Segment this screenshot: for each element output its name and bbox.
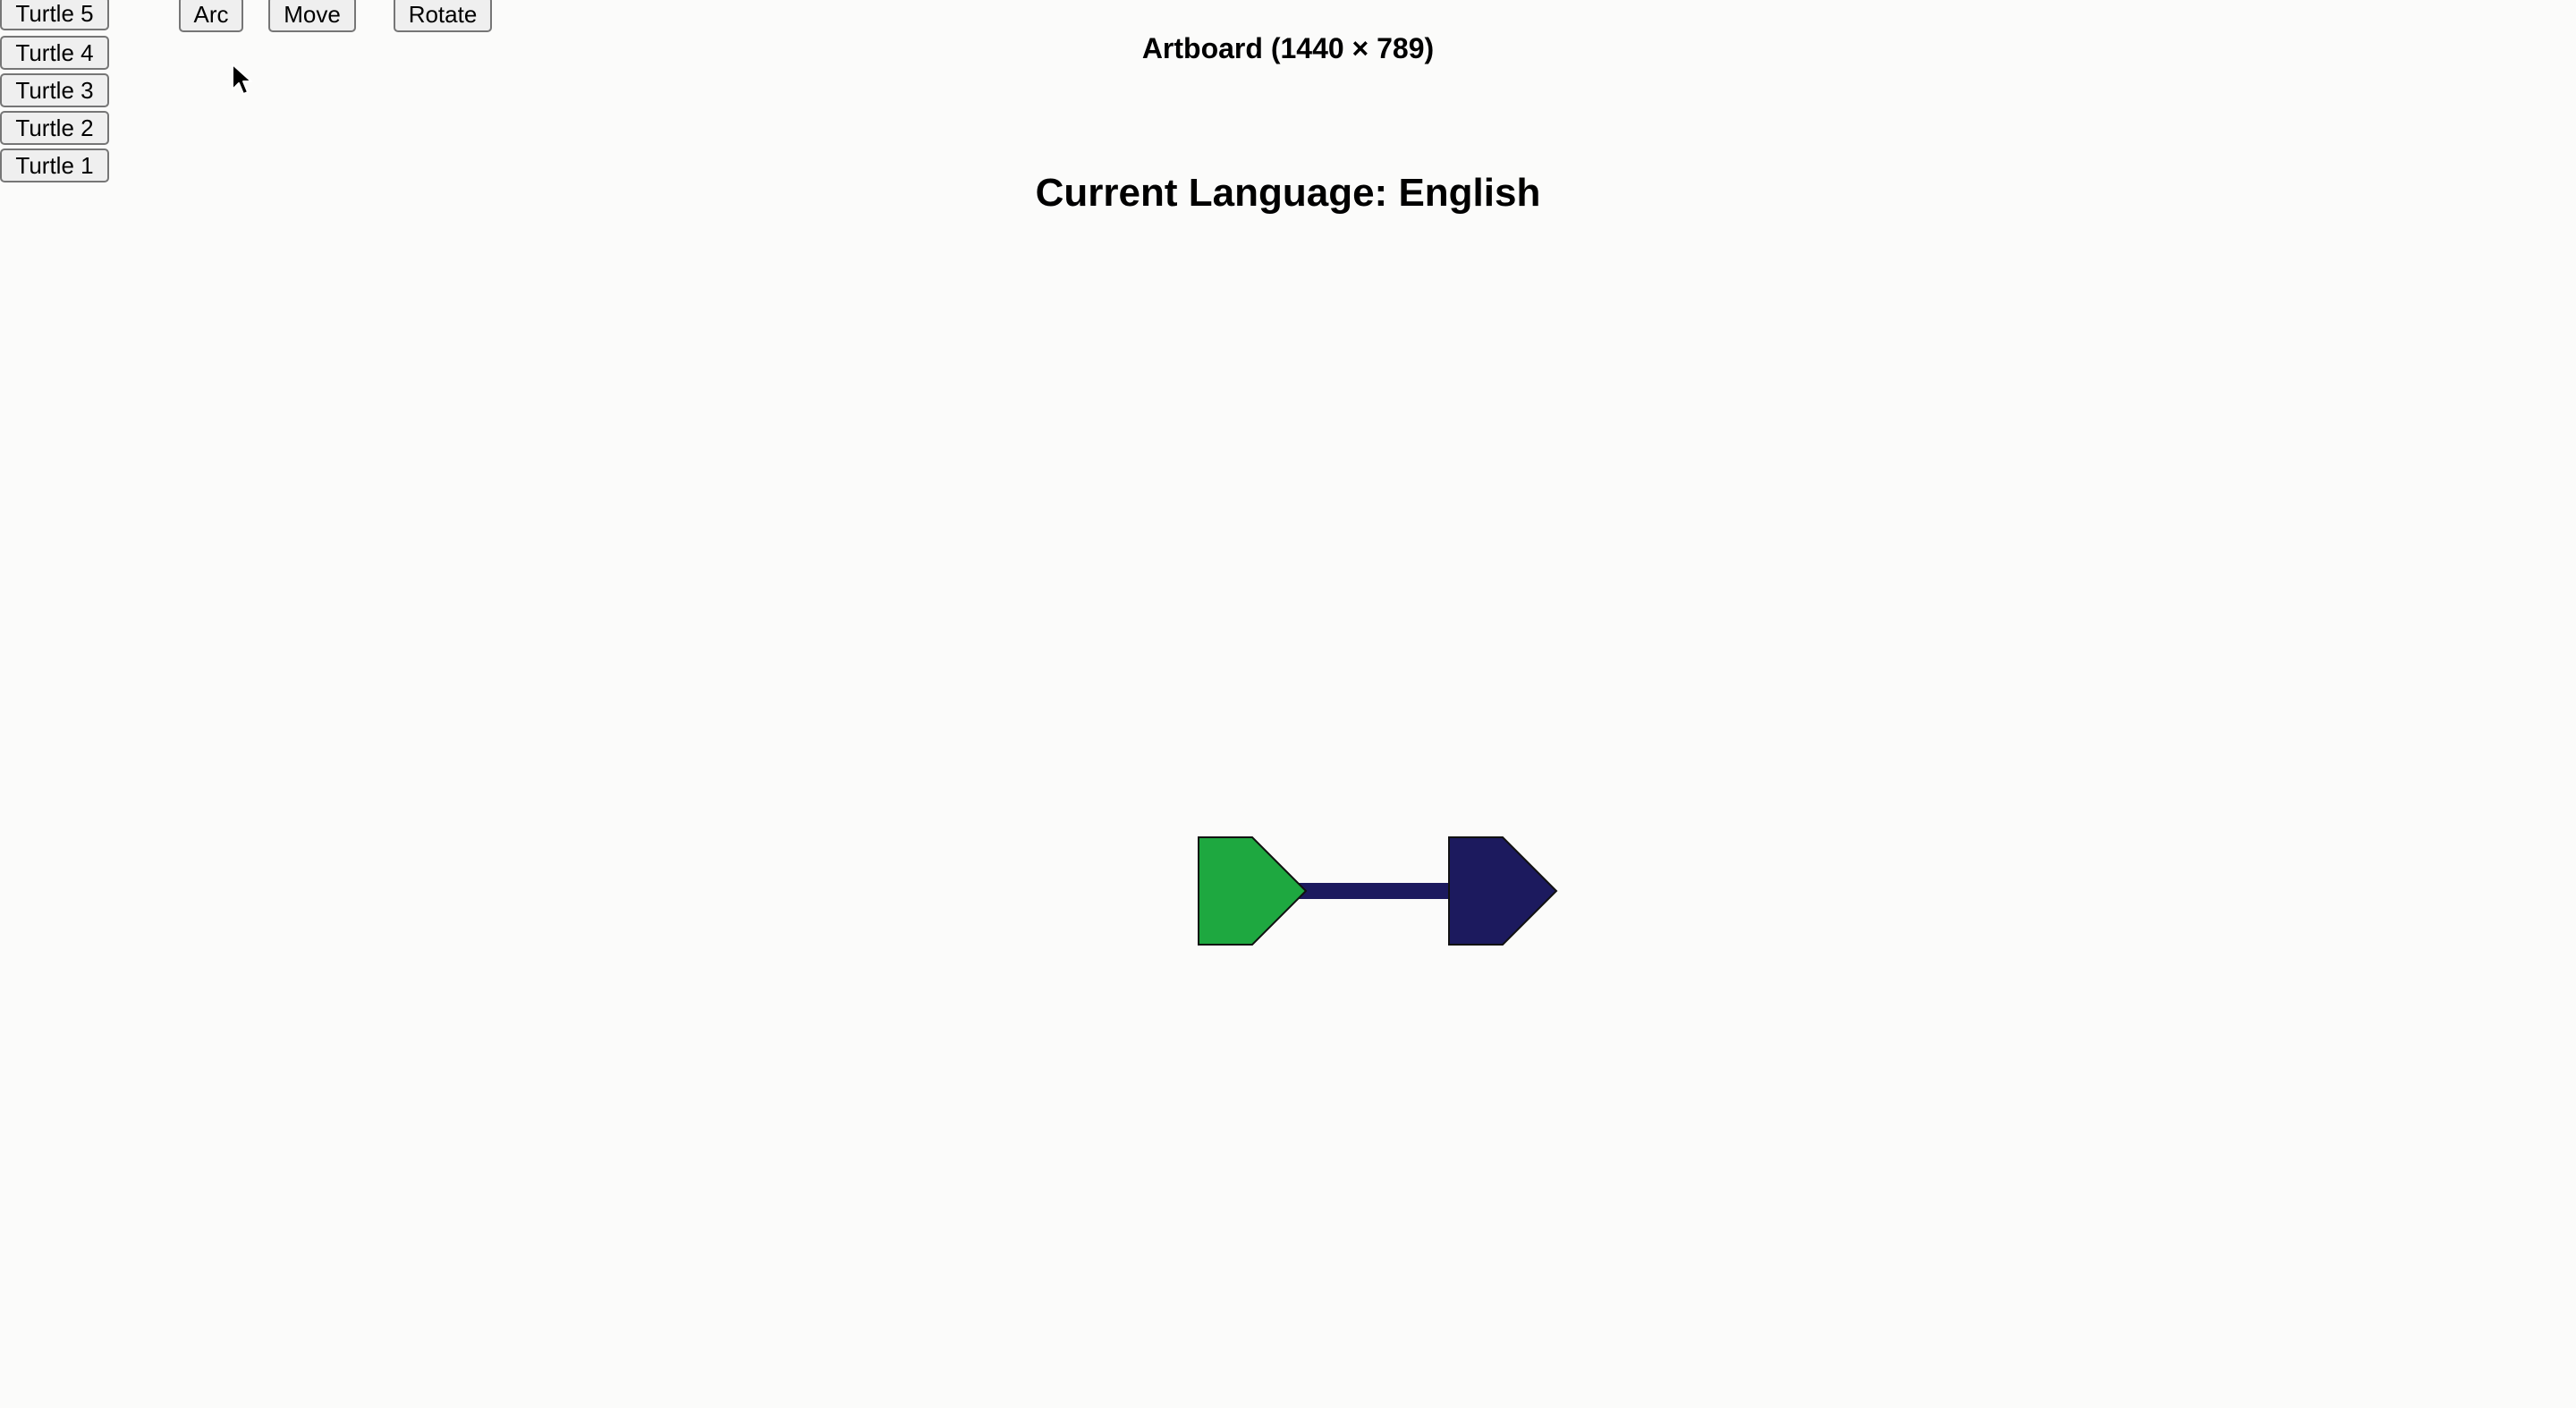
move-button[interactable]: Move (268, 0, 356, 32)
turtle-3-button[interactable]: Turtle 3 (0, 73, 109, 107)
artboard-title: Artboard (1440 × 789) (1141, 32, 1435, 64)
arc-button[interactable]: Arc (179, 0, 243, 32)
navy-turtle-icon[interactable] (1449, 837, 1556, 945)
turtle-4-button[interactable]: Turtle 4 (0, 36, 109, 70)
green-turtle-icon[interactable] (1199, 837, 1306, 945)
rotate-button[interactable]: Rotate (394, 0, 492, 32)
turtle-1-button[interactable]: Turtle 1 (0, 148, 109, 182)
current-language-title: Current Language: English (1035, 171, 1541, 215)
mouse-pointer-icon (231, 63, 254, 98)
turtle-2-button[interactable]: Turtle 2 (0, 111, 109, 145)
turtle-5-button[interactable]: Turtle 5 (0, 0, 109, 30)
